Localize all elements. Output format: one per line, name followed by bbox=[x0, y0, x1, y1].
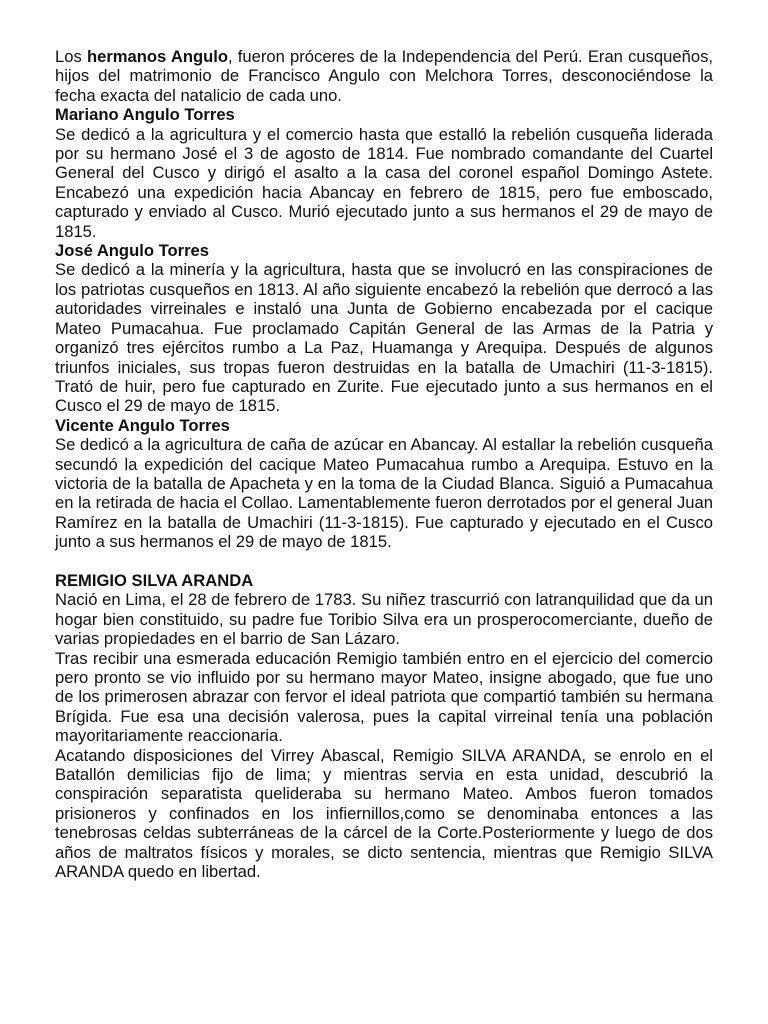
mariano-heading: Mariano Angulo Torres bbox=[55, 105, 235, 125]
remigio-paragraph-1: Nació en Lima, el 28 de febrero de 1783. Su niñez trascurrió con latranquilidad que da un hogar bien constituido, su padre fue Toribio Silva era un prosperocomerciante, dueño de varias propiedades en el barrio de San Lázaro. bbox=[55, 590, 713, 649]
remigio-paragraph-2: Tras recibir una esmerada educación Remigio también entro en el ejercicio del comercio pero pronto se vio influido por su hermano mayor Mateo, insigne abogado, que fue uno de los primerosen abrazar con fervor el ideal patriota que compartió también su hermana Brígida. Fue esa una decisión valerosa, pues la capital virreinal tenía una población mayoritariamente reaccionaria. bbox=[55, 648, 713, 746]
intro-paragraph bbox=[55, 47, 713, 105]
intro-post: , fueron próceres de la Independencia del Perú. Eran cusqueños, hijos del matrimonio de Francisco Angulo con Melchora Torres, desconociéndose la fecha exacta del natalicio de cada uno. bbox=[55, 47, 713, 105]
remigio-heading: REMIGIO SILVA ARANDA bbox=[55, 570, 254, 590]
intro-pre: Los bbox=[55, 47, 87, 66]
jose-paragraph: Se dedicó a la minería y la agricultura, hasta que se involucró en las conspiraciones de los patriotas cusqueños en 1813. Al año siguiente encabezó la rebelión que derrocó a las autoridades virreinales e instaló una Junta de Gobierno encabezada por el cacique Mateo Pumacahua. Fue proclamado Capitán General de las Armas de la Patria y organizó tres ejércitos rumbo a La Paz, Huamanga y Arequipa. Después de algunos triunfos iniciales, sus tropas fueron destruidas en la batalla de Umachiri (11-3-1815). Trató de huir, pero fue capturado en Zurite. Fue ejecutado junto a sus hermanos en el Cusco el 29 de mayo de 1815. bbox=[55, 260, 713, 416]
remigio-paragraph-3: Acatando disposiciones del Virrey Abascal, Remigio SILVA ARANDA, se enrolo en el Batallón demilicias fijo de lima; y mientras servia en esta unidad, descubrió la conspiración separatista quelideraba su hermano Mateo. Ambos fueron tomados prisioneros y confinados en los infiernillos,como se denominaba entonces a las tenebrosas celdas subterráneas de la cárcel de la Corte.Posteriormente y luego de dos años de maltratos físicos y morales, se dicto sentencia, mientras que Remigio SILVA ARANDA quedo en libertad. bbox=[55, 745, 713, 882]
jose-heading: José Angulo Torres bbox=[55, 241, 209, 261]
vicente-heading: Vicente Angulo Torres bbox=[55, 415, 230, 435]
intro-bold-term: hermanos Angulo bbox=[86, 47, 228, 66]
document-page bbox=[55, 47, 713, 881]
section-spacer bbox=[55, 552, 713, 571]
mariano-paragraph: Se dedicó a la agricultura y el comercio hasta que estalló la rebelión cusqueña liderada por su hermano José el 3 de agosto de 1814. Fue nombrado comandante del Cuartel General del Cusco y dirigó el asalto a la casa del coronel español Domingo Astete. Encabezó una expedición hacia Abancay en febrero de 1815, pero fue emboscado, capturado y enviado al Cusco. Murió ejecutado junto a sus hermanos el 29 de mayo de 1815. bbox=[55, 124, 713, 241]
vicente-paragraph: Se dedicó a la agricultura de caña de azúcar en Abancay. Al estallar la rebelión cusqueña secundó la expedición del cacique Mateo Pumacahua rumbo a Arequipa. Estuvo en la victoria de la batalla de Apacheta y en la toma de la Ciudad Blanca. Siguió a Pumacahua en la retirada de hacia el Collao. Lamentablemente fueron derrotados por el general Juan Ramírez en la batalla de Umachiri (11-3-1815). Fue capturado y ejecutado en el Cusco junto a sus hermanos el 29 de mayo de 1815. bbox=[55, 435, 713, 552]
